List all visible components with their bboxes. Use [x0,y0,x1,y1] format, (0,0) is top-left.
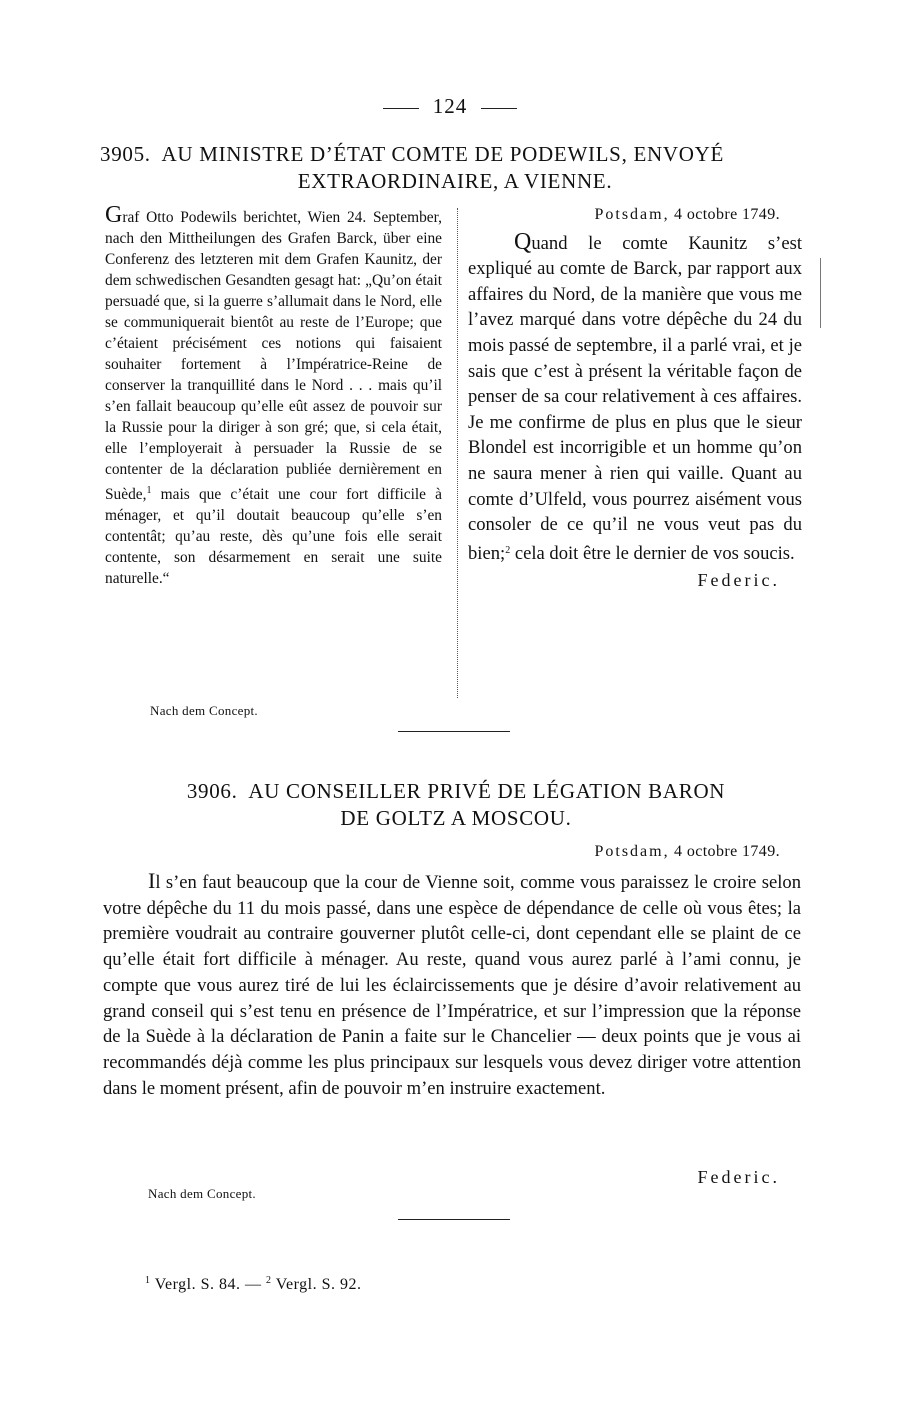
letter-3906-heading [150,778,762,832]
page-number-dash-left [383,108,419,109]
letter-3905-source: Nach dem Concept. [150,703,258,718]
letter-3906-source: Nach dem Concept. [148,1186,256,1201]
footnote-ref-2: 2 [505,544,511,556]
letter-3906-heading-line1 [150,778,762,805]
letter-3906-signature: Federic. [697,1167,780,1187]
letter-3905-dateline [468,202,780,228]
letter-3905-heading-text1: AU MINISTRE D’ÉTAT COMTE DE PODEWILS, ENVOYÉ [161,142,724,166]
summary-text-end: mais que c’était une cour fort difficile à ménager, et qu’il doutait beaucoup qu’elle s’en contentât; qu’au reste, dès qu’une fois elle serait contente, son désarmement en serait une suite naturelle.“ [105,486,442,587]
letter-3905-place: Potsdam, [594,206,670,223]
letter-3906-dateline [594,843,780,861]
letter-3905-initial: Q [514,228,532,255]
page-number [0,94,900,119]
letter-3906-date: 4 octobre 1749. [674,843,780,860]
letter-3905-text: uand le comte Kaunitz s’est expliqué au comte de Barck, par rapport aux affaires du Nord, de la manière que vous me l’avez marqué dans votre dépêche du 24 du mois passé de septembre, il a parlé vrai, et je sais que c’est à présent la véritable façon de penser de sa cour relativement à ces affaires. Je me confirme de plus en plus que le sieur Blondel est incorrigible et un homme qu’on ne saura mener à rien qui vaille. Quant au comte d’Ulfeld, vous pourrez aisément vous consoler de ce qu’il ne vous veut pas du bien; [468,232,802,564]
letter-3905-signature: Federic. [697,570,780,591]
letter-3905-summary [105,202,442,589]
column-divider [457,208,458,698]
section-rule-1 [398,731,510,732]
footnote-2-text: Vergl. S. 92. [275,1276,362,1293]
letter-3905-number: 3905. [100,142,151,166]
letter-3906-text: l s’en faut beaucoup que la cour de Vienne soit, comme vous paraissez le croire selon votre dépêche du 11 du mois passé, dans une espèce de dépendance de celle où vous êtes; la première voudrait au contraire gouverner plutôt celle-ci, dont cependant elle se plaint de ce qu’elle était fort difficile à ménager. Au reste, quand vous aurez parlé à l’ami connu, je compte que vous aurez tiré de lui les éclaircissements que je désire d’avoir relativement au grand conseil qui s’est tenu en présence de l’Impératrice, et sur l’impression que la réponse de la Suède à la déclaration de Panin a faite sur le Chancelier — deux points que je vous ai recommandés déjà comme les plus principaux sur lesquels vous devez diriger votre attention dans le moment présent, afin de pouvoir m’en instruire exactement. [103,872,801,1099]
letter-3905-heading-line1 [100,141,810,168]
margin-edge-mark [820,258,821,328]
letter-3906-body [103,868,801,1101]
summary-text: raf Otto Podewils berichtet, Wien 24. September, nach den Mittheilungen des Grafen Barck, über eine Conferenz des letzteren mit dem Grafen Kaunitz, der dem schwedischen Gesandten gesagt hat: „Qu’on était persuadé que, si la guerre s’allumait dans le Nord, elle se communiquerait bientôt au reste de l’Europe; que c’étaient précisément ces notions qui faisaient souhaiter fortement à l’Impératrice-Reine de conserver la tranquillité dans le Nord . . . mais qu’il s’en fallait beaucoup qu’elle eût assez de pouvoir sur la Russie pour la diriger à son gré; que, si cela était, elle l’employerait à persuader la Russie de se contenter de la déclaration publiée dernièrement en Suède, [105,209,442,503]
footnote-1-text: Vergl. S. 84. [154,1276,241,1293]
summary-initial: G [105,202,123,228]
letter-3905-heading [100,141,810,195]
letter-3905-paragraph [468,230,802,567]
letter-3905-body [468,202,802,594]
footnote-separator: — [244,1276,262,1293]
letter-3906-heading-line2: DE GOLTZ A MOSCOU. [340,806,572,830]
page-number-value: 124 [432,94,468,118]
letter-3906-place: Potsdam, [594,843,670,860]
footnote-ref-1: 1 [146,485,152,496]
letter-3906-heading-text1: AU CONSEILLER PRIVÉ DE LÉGATION BARON [248,779,726,803]
section-rule-2 [398,1219,510,1220]
letter-3906-initial: I [148,868,156,893]
letter-3906-number: 3906. [186,779,238,803]
page-number-dash-right [481,108,517,109]
footnote-2-mark: 2 [265,1275,272,1286]
letter-3905-text-end: cela doit être le dernier de vos soucis. [510,542,795,564]
footnotes [145,1275,361,1294]
footnote-1-mark: 1 [145,1275,151,1286]
summary-paragraph [105,202,442,589]
letter-3905-date: 4 octobre 1749. [674,206,780,223]
letter-3905-heading-line2: EXTRAORDINAIRE, A VIENNE. [297,169,613,193]
